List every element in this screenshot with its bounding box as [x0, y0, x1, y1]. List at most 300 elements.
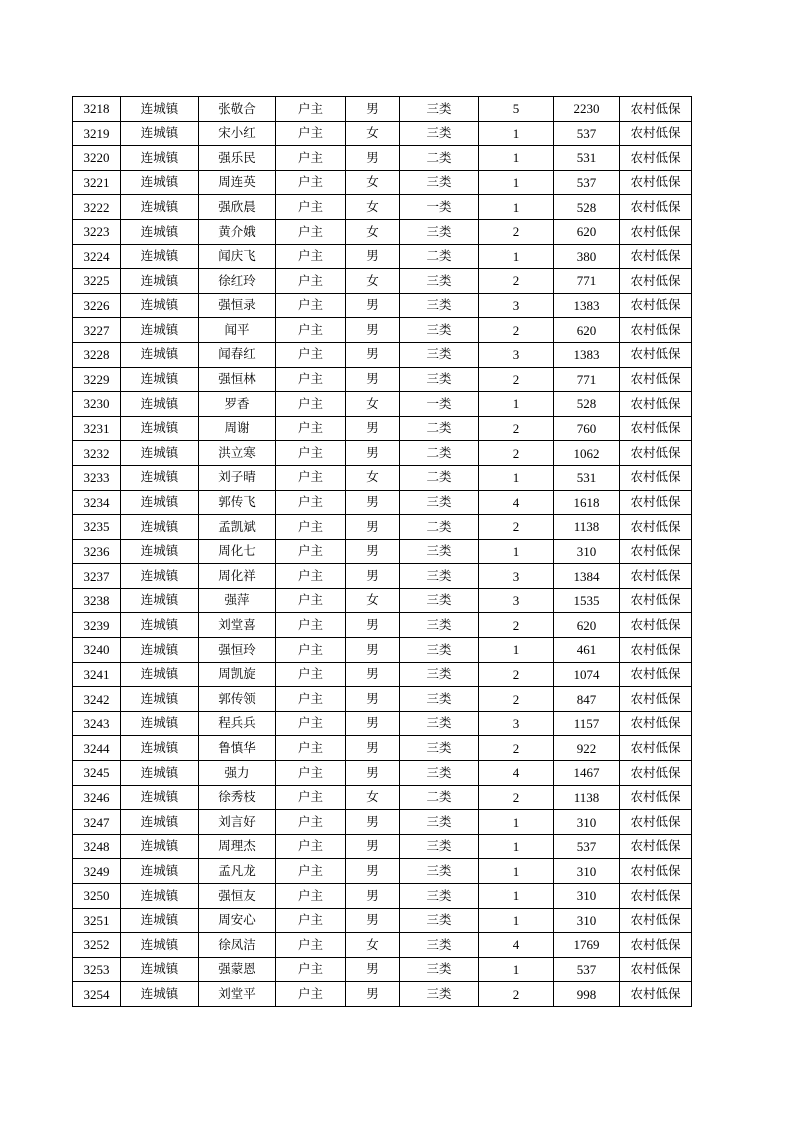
gender-cell: 男 — [346, 244, 400, 269]
program-type-cell: 农村低保 — [620, 588, 692, 613]
category-cell: 三类 — [400, 761, 479, 786]
category-cell: 三类 — [400, 490, 479, 515]
program-type-cell: 农村低保 — [620, 933, 692, 958]
name-cell: 刘堂平 — [199, 982, 276, 1007]
relation-cell: 户主 — [276, 933, 346, 958]
gender-cell: 男 — [346, 515, 400, 540]
household-size-cell: 3 — [479, 711, 554, 736]
household-size-cell: 2 — [479, 613, 554, 638]
household-size-cell: 4 — [479, 933, 554, 958]
program-type-cell: 农村低保 — [620, 859, 692, 884]
household-size-cell: 2 — [479, 269, 554, 294]
town-cell: 连城镇 — [121, 342, 199, 367]
household-size-cell: 3 — [479, 564, 554, 589]
record-number-cell: 3253 — [73, 957, 121, 982]
name-cell: 刘言好 — [199, 810, 276, 835]
program-type-cell: 农村低保 — [620, 515, 692, 540]
gender-cell: 男 — [346, 810, 400, 835]
town-cell: 连城镇 — [121, 638, 199, 663]
relation-cell: 户主 — [276, 515, 346, 540]
amount-cell: 310 — [554, 539, 620, 564]
record-number-cell: 3229 — [73, 367, 121, 392]
relation-cell: 户主 — [276, 269, 346, 294]
relation-cell: 户主 — [276, 588, 346, 613]
name-cell: 孟凡龙 — [199, 859, 276, 884]
amount-cell: 1062 — [554, 441, 620, 466]
program-type-cell: 农村低保 — [620, 564, 692, 589]
amount-cell: 528 — [554, 392, 620, 417]
program-type-cell: 农村低保 — [620, 539, 692, 564]
category-cell: 三类 — [400, 342, 479, 367]
relation-cell: 户主 — [276, 908, 346, 933]
table-row — [73, 490, 692, 515]
household-size-cell: 2 — [479, 785, 554, 810]
program-type-cell: 农村低保 — [620, 687, 692, 712]
amount-cell: 998 — [554, 982, 620, 1007]
record-number-cell: 3248 — [73, 834, 121, 859]
relation-cell: 户主 — [276, 97, 346, 122]
category-cell: 三类 — [400, 293, 479, 318]
amount-cell: 537 — [554, 957, 620, 982]
category-cell: 三类 — [400, 564, 479, 589]
name-cell: 周谢 — [199, 416, 276, 441]
name-cell: 刘堂喜 — [199, 613, 276, 638]
record-number-cell: 3223 — [73, 219, 121, 244]
program-type-cell: 农村低保 — [620, 465, 692, 490]
household-size-cell: 1 — [479, 121, 554, 146]
table-row — [73, 687, 692, 712]
amount-cell: 1769 — [554, 933, 620, 958]
household-size-cell: 1 — [479, 908, 554, 933]
household-size-cell: 1 — [479, 244, 554, 269]
table-row — [73, 613, 692, 638]
gender-cell: 女 — [346, 219, 400, 244]
category-cell: 三类 — [400, 97, 479, 122]
table-row — [73, 465, 692, 490]
category-cell: 二类 — [400, 515, 479, 540]
town-cell: 连城镇 — [121, 687, 199, 712]
town-cell: 连城镇 — [121, 982, 199, 1007]
gender-cell: 男 — [346, 687, 400, 712]
name-cell: 周化七 — [199, 539, 276, 564]
record-number-cell: 3226 — [73, 293, 121, 318]
amount-cell: 2230 — [554, 97, 620, 122]
category-cell: 三类 — [400, 736, 479, 761]
category-cell: 二类 — [400, 785, 479, 810]
program-type-cell: 农村低保 — [620, 146, 692, 171]
name-cell: 闻春红 — [199, 342, 276, 367]
program-type-cell: 农村低保 — [620, 367, 692, 392]
record-number-cell: 3230 — [73, 392, 121, 417]
name-cell: 强力 — [199, 761, 276, 786]
record-number-cell: 3227 — [73, 318, 121, 343]
record-number-cell: 3221 — [73, 170, 121, 195]
name-cell: 徐红玲 — [199, 269, 276, 294]
town-cell: 连城镇 — [121, 318, 199, 343]
amount-cell: 310 — [554, 859, 620, 884]
table-row — [73, 908, 692, 933]
name-cell: 鲁慎华 — [199, 736, 276, 761]
record-number-cell: 3239 — [73, 613, 121, 638]
town-cell: 连城镇 — [121, 465, 199, 490]
town-cell: 连城镇 — [121, 908, 199, 933]
category-cell: 二类 — [400, 244, 479, 269]
household-size-cell: 1 — [479, 392, 554, 417]
household-size-cell: 2 — [479, 662, 554, 687]
relation-cell: 户主 — [276, 342, 346, 367]
record-number-cell: 3240 — [73, 638, 121, 663]
gender-cell: 男 — [346, 736, 400, 761]
category-cell: 三类 — [400, 219, 479, 244]
record-number-cell: 3238 — [73, 588, 121, 613]
relation-cell: 户主 — [276, 564, 346, 589]
category-cell: 二类 — [400, 465, 479, 490]
program-type-cell: 农村低保 — [620, 170, 692, 195]
name-cell: 周化祥 — [199, 564, 276, 589]
town-cell: 连城镇 — [121, 441, 199, 466]
name-cell: 宋小红 — [199, 121, 276, 146]
amount-cell: 620 — [554, 613, 620, 638]
table-body — [73, 97, 692, 1007]
name-cell: 周连英 — [199, 170, 276, 195]
town-cell: 连城镇 — [121, 613, 199, 638]
category-cell: 三类 — [400, 170, 479, 195]
gender-cell: 男 — [346, 662, 400, 687]
program-type-cell: 农村低保 — [620, 761, 692, 786]
amount-cell: 461 — [554, 638, 620, 663]
gender-cell: 男 — [346, 293, 400, 318]
town-cell: 连城镇 — [121, 785, 199, 810]
relation-cell: 户主 — [276, 539, 346, 564]
category-cell: 一类 — [400, 392, 479, 417]
program-type-cell: 农村低保 — [620, 711, 692, 736]
town-cell: 连城镇 — [121, 834, 199, 859]
record-number-cell: 3236 — [73, 539, 121, 564]
table-row — [73, 982, 692, 1007]
town-cell: 连城镇 — [121, 859, 199, 884]
record-number-cell: 3235 — [73, 515, 121, 540]
town-cell: 连城镇 — [121, 933, 199, 958]
town-cell: 连城镇 — [121, 244, 199, 269]
name-cell: 强萍 — [199, 588, 276, 613]
category-cell: 三类 — [400, 810, 479, 835]
program-type-cell: 农村低保 — [620, 736, 692, 761]
table-row — [73, 588, 692, 613]
category-cell: 三类 — [400, 908, 479, 933]
gender-cell: 男 — [346, 97, 400, 122]
amount-cell: 1383 — [554, 342, 620, 367]
record-number-cell: 3254 — [73, 982, 121, 1007]
amount-cell: 1383 — [554, 293, 620, 318]
gender-cell: 男 — [346, 416, 400, 441]
town-cell: 连城镇 — [121, 515, 199, 540]
name-cell: 周安心 — [199, 908, 276, 933]
program-type-cell: 农村低保 — [620, 490, 692, 515]
relation-cell: 户主 — [276, 810, 346, 835]
category-cell: 三类 — [400, 613, 479, 638]
relation-cell: 户主 — [276, 416, 346, 441]
category-cell: 一类 — [400, 195, 479, 220]
category-cell: 三类 — [400, 859, 479, 884]
name-cell: 郭传飞 — [199, 490, 276, 515]
household-size-cell: 1 — [479, 465, 554, 490]
table-row — [73, 293, 692, 318]
town-cell: 连城镇 — [121, 219, 199, 244]
program-type-cell: 农村低保 — [620, 884, 692, 909]
record-number-cell: 3233 — [73, 465, 121, 490]
table-row — [73, 884, 692, 909]
gender-cell: 女 — [346, 588, 400, 613]
relation-cell: 户主 — [276, 367, 346, 392]
record-number-cell: 3237 — [73, 564, 121, 589]
household-size-cell: 4 — [479, 761, 554, 786]
name-cell: 徐秀枝 — [199, 785, 276, 810]
amount-cell: 771 — [554, 367, 620, 392]
town-cell: 连城镇 — [121, 170, 199, 195]
name-cell: 强欣晨 — [199, 195, 276, 220]
category-cell: 三类 — [400, 121, 479, 146]
town-cell: 连城镇 — [121, 711, 199, 736]
relation-cell: 户主 — [276, 244, 346, 269]
record-number-cell: 3234 — [73, 490, 121, 515]
gender-cell: 男 — [346, 342, 400, 367]
amount-cell: 760 — [554, 416, 620, 441]
amount-cell: 847 — [554, 687, 620, 712]
name-cell: 张敬合 — [199, 97, 276, 122]
record-number-cell: 3252 — [73, 933, 121, 958]
amount-cell: 1074 — [554, 662, 620, 687]
category-cell: 三类 — [400, 588, 479, 613]
category-cell: 三类 — [400, 957, 479, 982]
amount-cell: 1384 — [554, 564, 620, 589]
table-row — [73, 761, 692, 786]
amount-cell: 537 — [554, 121, 620, 146]
relation-cell: 户主 — [276, 711, 346, 736]
program-type-cell: 农村低保 — [620, 957, 692, 982]
amount-cell: 310 — [554, 884, 620, 909]
household-size-cell: 2 — [479, 367, 554, 392]
gender-cell: 男 — [346, 441, 400, 466]
table-row — [73, 146, 692, 171]
town-cell: 连城镇 — [121, 662, 199, 687]
name-cell: 强恒友 — [199, 884, 276, 909]
relation-cell: 户主 — [276, 195, 346, 220]
table-row — [73, 342, 692, 367]
program-type-cell: 农村低保 — [620, 662, 692, 687]
amount-cell: 771 — [554, 269, 620, 294]
category-cell: 三类 — [400, 982, 479, 1007]
program-type-cell: 农村低保 — [620, 244, 692, 269]
amount-cell: 528 — [554, 195, 620, 220]
category-cell: 三类 — [400, 933, 479, 958]
amount-cell: 310 — [554, 810, 620, 835]
household-size-cell: 1 — [479, 810, 554, 835]
category-cell: 三类 — [400, 269, 479, 294]
town-cell: 连城镇 — [121, 416, 199, 441]
relation-cell: 户主 — [276, 687, 346, 712]
program-type-cell: 农村低保 — [620, 416, 692, 441]
household-size-cell: 1 — [479, 146, 554, 171]
record-number-cell: 3244 — [73, 736, 121, 761]
relation-cell: 户主 — [276, 219, 346, 244]
record-number-cell: 3222 — [73, 195, 121, 220]
relation-cell: 户主 — [276, 441, 346, 466]
town-cell: 连城镇 — [121, 97, 199, 122]
town-cell: 连城镇 — [121, 367, 199, 392]
category-cell: 二类 — [400, 441, 479, 466]
table-row — [73, 539, 692, 564]
amount-cell: 537 — [554, 834, 620, 859]
table-row — [73, 834, 692, 859]
relation-cell: 户主 — [276, 392, 346, 417]
relation-cell: 户主 — [276, 490, 346, 515]
town-cell: 连城镇 — [121, 490, 199, 515]
table-row — [73, 195, 692, 220]
amount-cell: 620 — [554, 219, 620, 244]
town-cell: 连城镇 — [121, 884, 199, 909]
relation-cell: 户主 — [276, 318, 346, 343]
gender-cell: 男 — [346, 834, 400, 859]
amount-cell: 531 — [554, 465, 620, 490]
program-type-cell: 农村低保 — [620, 441, 692, 466]
town-cell: 连城镇 — [121, 564, 199, 589]
program-type-cell: 农村低保 — [620, 121, 692, 146]
name-cell: 郭传领 — [199, 687, 276, 712]
record-number-cell: 3228 — [73, 342, 121, 367]
town-cell: 连城镇 — [121, 146, 199, 171]
town-cell: 连城镇 — [121, 269, 199, 294]
relation-cell: 户主 — [276, 170, 346, 195]
relation-cell: 户主 — [276, 638, 346, 663]
gender-cell: 男 — [346, 318, 400, 343]
relation-cell: 户主 — [276, 613, 346, 638]
town-cell: 连城镇 — [121, 121, 199, 146]
category-cell: 三类 — [400, 367, 479, 392]
table-row — [73, 638, 692, 663]
household-size-cell: 1 — [479, 957, 554, 982]
household-size-cell: 3 — [479, 588, 554, 613]
gender-cell: 女 — [346, 170, 400, 195]
gender-cell: 男 — [346, 908, 400, 933]
category-cell: 三类 — [400, 711, 479, 736]
gender-cell: 男 — [346, 613, 400, 638]
name-cell: 强恒玲 — [199, 638, 276, 663]
relation-cell: 户主 — [276, 293, 346, 318]
household-size-cell: 2 — [479, 318, 554, 343]
amount-cell: 537 — [554, 170, 620, 195]
name-cell: 罗香 — [199, 392, 276, 417]
household-size-cell: 1 — [479, 195, 554, 220]
relation-cell: 户主 — [276, 859, 346, 884]
table-row — [73, 810, 692, 835]
table-row — [73, 121, 692, 146]
program-type-cell: 农村低保 — [620, 638, 692, 663]
gender-cell: 男 — [346, 146, 400, 171]
gender-cell: 男 — [346, 490, 400, 515]
table-row — [73, 367, 692, 392]
household-size-cell: 1 — [479, 834, 554, 859]
town-cell: 连城镇 — [121, 761, 199, 786]
town-cell: 连城镇 — [121, 195, 199, 220]
record-number-cell: 3220 — [73, 146, 121, 171]
gender-cell: 女 — [346, 392, 400, 417]
relation-cell: 户主 — [276, 761, 346, 786]
record-number-cell: 3231 — [73, 416, 121, 441]
gender-cell: 女 — [346, 195, 400, 220]
household-size-cell: 2 — [479, 219, 554, 244]
name-cell: 洪立寒 — [199, 441, 276, 466]
gender-cell: 女 — [346, 933, 400, 958]
name-cell: 闻庆飞 — [199, 244, 276, 269]
gender-cell: 男 — [346, 761, 400, 786]
category-cell: 二类 — [400, 146, 479, 171]
amount-cell: 620 — [554, 318, 620, 343]
table-row — [73, 318, 692, 343]
record-number-cell: 3224 — [73, 244, 121, 269]
record-number-cell: 3243 — [73, 711, 121, 736]
town-cell: 连城镇 — [121, 293, 199, 318]
gender-cell: 男 — [346, 564, 400, 589]
table-row — [73, 662, 692, 687]
record-number-cell: 3249 — [73, 859, 121, 884]
record-number-cell: 3250 — [73, 884, 121, 909]
household-size-cell: 1 — [479, 884, 554, 909]
household-size-cell: 2 — [479, 982, 554, 1007]
program-type-cell: 农村低保 — [620, 908, 692, 933]
relation-cell: 户主 — [276, 884, 346, 909]
household-size-cell: 2 — [479, 441, 554, 466]
program-type-cell: 农村低保 — [620, 810, 692, 835]
table-row — [73, 244, 692, 269]
household-size-cell: 2 — [479, 515, 554, 540]
gender-cell: 女 — [346, 465, 400, 490]
category-cell: 二类 — [400, 416, 479, 441]
amount-cell: 1138 — [554, 515, 620, 540]
name-cell: 程兵兵 — [199, 711, 276, 736]
relation-cell: 户主 — [276, 121, 346, 146]
table-row — [73, 711, 692, 736]
record-number-cell: 3241 — [73, 662, 121, 687]
household-size-cell: 1 — [479, 539, 554, 564]
name-cell: 徐凤洁 — [199, 933, 276, 958]
town-cell: 连城镇 — [121, 736, 199, 761]
relation-cell: 户主 — [276, 982, 346, 1007]
relation-cell: 户主 — [276, 146, 346, 171]
household-size-cell: 1 — [479, 170, 554, 195]
gender-cell: 男 — [346, 711, 400, 736]
gender-cell: 男 — [346, 638, 400, 663]
household-size-cell: 1 — [479, 638, 554, 663]
table-row — [73, 515, 692, 540]
program-type-cell: 农村低保 — [620, 195, 692, 220]
relation-cell: 户主 — [276, 834, 346, 859]
gender-cell: 男 — [346, 367, 400, 392]
amount-cell: 1535 — [554, 588, 620, 613]
gender-cell: 女 — [346, 121, 400, 146]
table-row — [73, 441, 692, 466]
table-row — [73, 219, 692, 244]
record-number-cell: 3232 — [73, 441, 121, 466]
household-size-cell: 2 — [479, 736, 554, 761]
table-row — [73, 736, 692, 761]
program-type-cell: 农村低保 — [620, 269, 692, 294]
program-type-cell: 农村低保 — [620, 613, 692, 638]
record-number-cell: 3245 — [73, 761, 121, 786]
amount-cell: 1138 — [554, 785, 620, 810]
program-type-cell: 农村低保 — [620, 982, 692, 1007]
name-cell: 孟凯斌 — [199, 515, 276, 540]
category-cell: 三类 — [400, 662, 479, 687]
